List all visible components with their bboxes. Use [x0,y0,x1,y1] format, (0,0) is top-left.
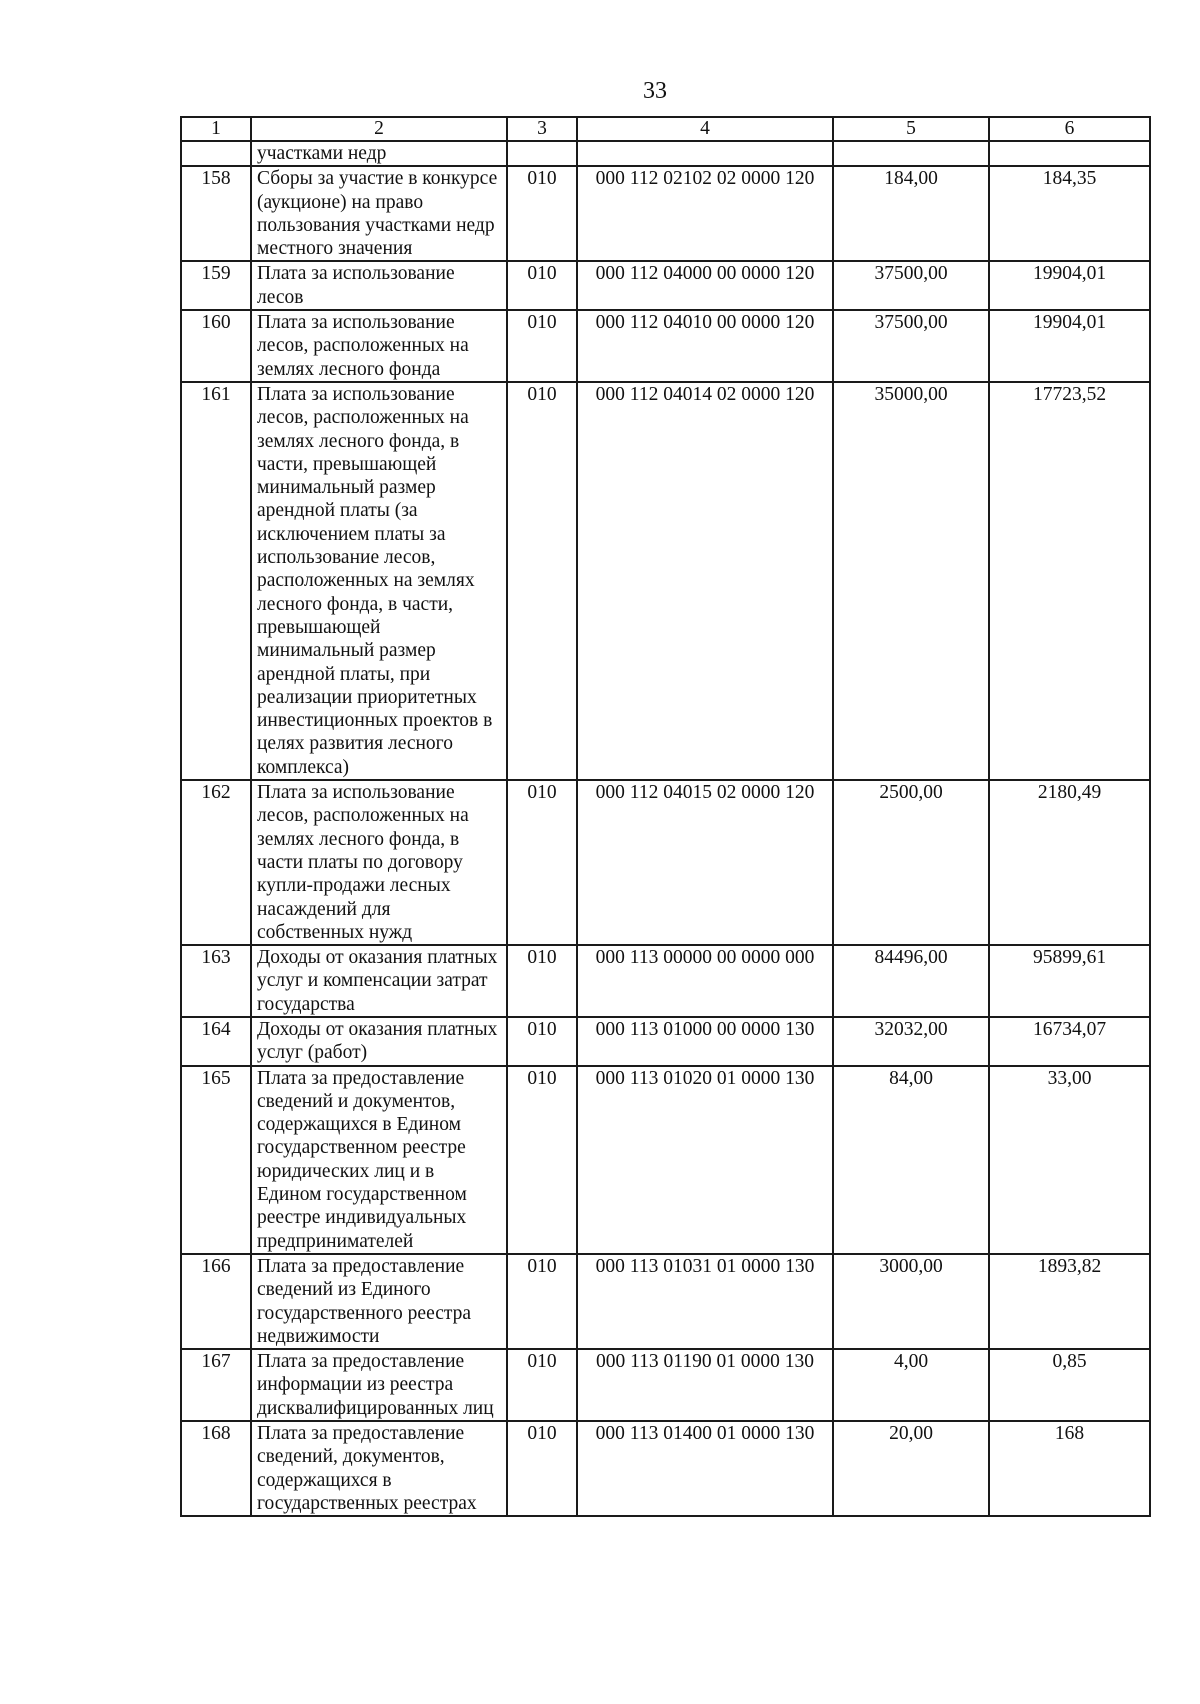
planned-amount-cell: 37500,00 [833,310,989,382]
row-number-cell: 158 [181,166,251,261]
page-number: 33 [643,78,667,104]
description-cell: Плата за использование лесов [251,261,507,310]
description-cell: Доходы от оказания платных услуг и компенсации затрат государства [251,945,507,1017]
description-cell: участками недр [251,141,507,166]
actual-amount-cell: 168 [989,1421,1150,1516]
planned-amount-cell: 184,00 [833,166,989,261]
budget-code-cell: 000 112 02102 02 0000 120 [577,166,833,261]
row-number-cell [181,141,251,166]
column-header: 4 [577,117,833,141]
row-number-cell: 166 [181,1254,251,1349]
actual-amount-cell: 0,85 [989,1349,1150,1421]
admin-code-cell: 010 [507,1017,577,1066]
actual-amount-cell: 33,00 [989,1066,1150,1254]
table-row [181,1254,1150,1349]
row-number-cell: 167 [181,1349,251,1421]
budget-code-cell: 000 113 01000 00 0000 130 [577,1017,833,1066]
actual-amount-cell: 17723,52 [989,382,1150,780]
admin-code-cell: 010 [507,780,577,945]
table-row [181,780,1150,945]
description-cell: Плата за предоставление информации из реестра дисквалифицированных лиц [251,1349,507,1421]
actual-amount-cell: 184,35 [989,166,1150,261]
planned-amount-cell: 4,00 [833,1349,989,1421]
header-row [181,117,1150,141]
actual-amount-cell: 1893,82 [989,1254,1150,1349]
description-cell: Плата за предоставление сведений из Единого государственного реестра недвижимости [251,1254,507,1349]
budget-code-cell: 000 113 01190 01 0000 130 [577,1349,833,1421]
actual-amount-cell: 95899,61 [989,945,1150,1017]
budget-code-cell: 000 112 04015 02 0000 120 [577,780,833,945]
row-number-cell: 168 [181,1421,251,1516]
table-row [181,1066,1150,1254]
row-number-cell: 160 [181,310,251,382]
table-row-continuation [181,141,1150,166]
column-header: 1 [181,117,251,141]
planned-amount-cell: 20,00 [833,1421,989,1516]
planned-amount-cell [833,141,989,166]
admin-code-cell: 010 [507,166,577,261]
description-cell: Доходы от оказания платных услуг (работ) [251,1017,507,1066]
admin-code-cell: 010 [507,945,577,1017]
actual-amount-cell: 2180,49 [989,780,1150,945]
description-cell: Плата за предоставление сведений, документов, содержащихся в государственных реестрах [251,1421,507,1516]
table-row [181,166,1150,261]
row-number-cell: 163 [181,945,251,1017]
budget-code-cell: 000 113 01400 01 0000 130 [577,1421,833,1516]
description-cell: Плата за использование лесов, расположенных на землях лесного фонда, в части, превышающей минимальный размер арендной платы (за исключением платы за использование лесов, расположенных на землях лесного фонда, в части, превышающей минимальный размер арендной платы, при реализации приоритетных инвестиционных проектов в целях развития лесного комплекса) [251,382,507,780]
row-number-cell: 164 [181,1017,251,1066]
planned-amount-cell: 37500,00 [833,261,989,310]
budget-code-cell: 000 112 04000 00 0000 120 [577,261,833,310]
budget-code-cell: 000 112 04014 02 0000 120 [577,382,833,780]
planned-amount-cell: 35000,00 [833,382,989,780]
planned-amount-cell: 84,00 [833,1066,989,1254]
description-cell: Плата за использование лесов, расположенных на землях лесного фонда [251,310,507,382]
admin-code-cell: 010 [507,1349,577,1421]
column-header: 6 [989,117,1150,141]
admin-code-cell [507,141,577,166]
description-cell: Плата за использование лесов, расположенных на землях лесного фонда, в части платы по договору купли-продажи лесных насаждений для собственных нужд [251,780,507,945]
table-row [181,945,1150,1017]
column-header: 5 [833,117,989,141]
column-header: 3 [507,117,577,141]
admin-code-cell: 010 [507,1254,577,1349]
planned-amount-cell: 3000,00 [833,1254,989,1349]
table-row [181,1017,1150,1066]
planned-amount-cell: 2500,00 [833,780,989,945]
admin-code-cell: 010 [507,261,577,310]
budget-code-cell: 000 112 04010 00 0000 120 [577,310,833,382]
admin-code-cell: 010 [507,1066,577,1254]
column-header: 2 [251,117,507,141]
row-number-cell: 159 [181,261,251,310]
table-row [181,382,1150,780]
description-cell: Плата за предоставление сведений и документов, содержащихся в Едином государственном реестре юридических лиц и в Едином государственном реестре индивидуальных предпринимателей [251,1066,507,1254]
actual-amount-cell [989,141,1150,166]
actual-amount-cell: 16734,07 [989,1017,1150,1066]
admin-code-cell: 010 [507,1421,577,1516]
admin-code-cell: 010 [507,310,577,382]
admin-code-cell: 010 [507,382,577,780]
table-row [181,1421,1150,1516]
budget-code-cell: 000 113 00000 00 0000 000 [577,945,833,1017]
budget-code-cell [577,141,833,166]
budget-table [180,116,1151,1517]
planned-amount-cell: 84496,00 [833,945,989,1017]
table-row [181,1349,1150,1421]
table-row [181,261,1150,310]
actual-amount-cell: 19904,01 [989,261,1150,310]
row-number-cell: 162 [181,780,251,945]
actual-amount-cell: 19904,01 [989,310,1150,382]
budget-code-cell: 000 113 01020 01 0000 130 [577,1066,833,1254]
budget-code-cell: 000 113 01031 01 0000 130 [577,1254,833,1349]
planned-amount-cell: 32032,00 [833,1017,989,1066]
row-number-cell: 161 [181,382,251,780]
description-cell: Сборы за участие в конкурсе (аукционе) на право пользования участками недр местного значения [251,166,507,261]
table-row [181,310,1150,382]
row-number-cell: 165 [181,1066,251,1254]
